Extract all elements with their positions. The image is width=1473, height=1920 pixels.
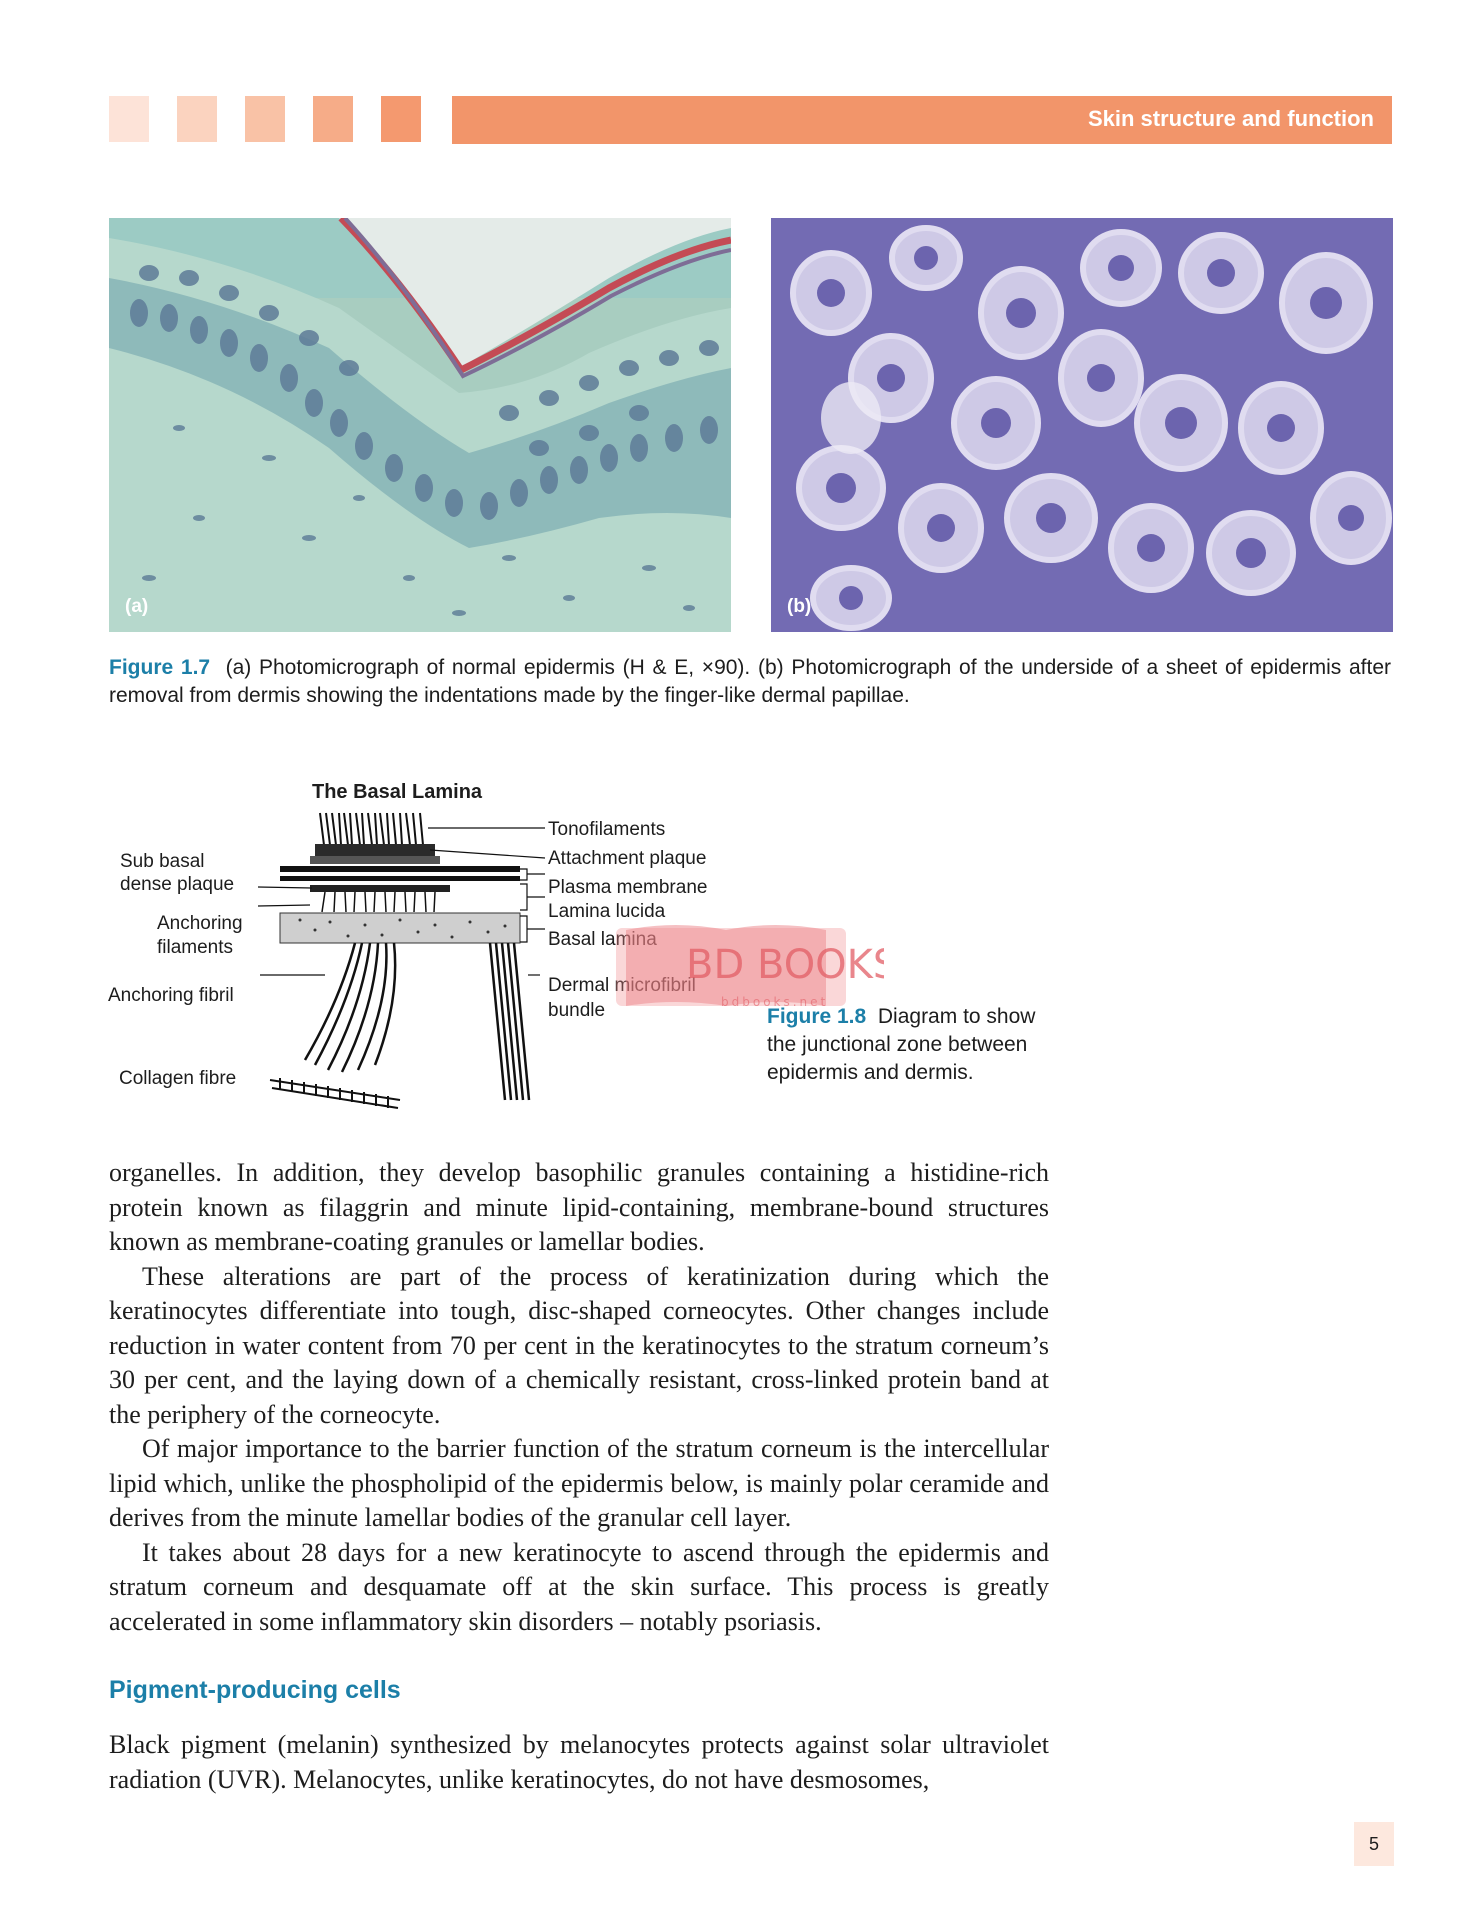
label-anchoring-fibril: Anchoring fibril (108, 985, 234, 1006)
figure-1-8-caption (767, 1003, 1057, 1087)
watermark-text: BD BOOKS (686, 942, 884, 988)
section-heading: Pigment-producing cells (109, 1676, 401, 1704)
figure-1-8-number: Figure 1.8 (767, 1005, 867, 1028)
paragraph-1: organelles. In addition, they develop basophilic granules containing a histidine-rich protein known as filaggrin and minute lipid-containing, membrane-bound structures known as membrane-coating granules or lamellar bodies. (109, 1158, 1049, 1256)
label-collagen-fibre: Collagen fibre (119, 1068, 237, 1089)
photomicrograph-a (109, 218, 731, 632)
label-anchoring-filaments-1: Anchoring (157, 913, 243, 934)
attachment-plaque-shape (315, 844, 435, 856)
diagram-title: The Basal Lamina (312, 781, 483, 803)
label-dermal-microfibril-2: bundle (548, 1000, 606, 1021)
basal-lamina-shape (280, 913, 520, 943)
running-title: Skin structure and function (1087, 106, 1374, 131)
figure-1-7-text: (a) Photomicrograph of normal epidermis (H & E, ×90). (b) Photomicrograph of the underside of a sheet of epidermis after removal from dermis showing the indentations made by the finger-like dermal papillae. (109, 656, 1392, 707)
page-number: 5 (1354, 1822, 1394, 1866)
photomicrograph-b (771, 218, 1393, 632)
watermark-small-text: bdbooks.net (721, 995, 829, 1009)
paragraph-5: Black pigment (melanin) synthesized by melanocytes protects against solar ultraviolet radiation (UVR). Melanocytes, unlike keratinocytes, do not have desmosomes, (109, 1730, 1049, 1794)
label-sub-basal-1: Sub basal (120, 851, 205, 872)
body-text-2 (109, 1728, 1049, 1797)
label-basal-lamina: Basal lamina (548, 929, 657, 950)
label-anchoring-filaments-2: filaments (157, 937, 234, 958)
label-attachment-plaque: Attachment plaque (548, 848, 707, 869)
panel-a-label: (a) (125, 596, 149, 617)
header-square-4 (313, 96, 353, 142)
header-square-1 (109, 96, 149, 142)
collagen-fibre-shape (270, 1078, 400, 1108)
paragraph-4: It takes about 28 days for a new keratinocyte to ascend through the epidermis and stratum corneum and desquamate off at the skin surface. This process is greatly accelerated in some inflammatory skin disorders – notably psoriasis. (109, 1537, 1049, 1636)
header-banner (452, 96, 1392, 144)
figure-1-7-number: Figure 1.7 (109, 656, 211, 679)
header-square-2 (177, 96, 217, 142)
paragraph-3: Of major importance to the barrier function of the stratum corneum is the intercellular lipid which, unlike the phospholipid of the epidermis below, is mainly polar ceramide and derives from the minute lamellar bodies of the granular cell layer. (109, 1434, 1049, 1532)
header-square-3 (245, 96, 285, 142)
body-text (109, 1156, 1049, 1639)
attachment-dense-shape (310, 856, 440, 864)
label-plasma-membrane: Plasma membrane (548, 877, 708, 898)
plasma-membrane-lower (280, 876, 520, 881)
panel-b-label: (b) (787, 596, 812, 617)
plasma-membrane-shape (280, 866, 520, 872)
header-square-5 (381, 96, 421, 142)
label-lamina-lucida: Lamina lucida (548, 901, 666, 922)
label-dermal-microfibril-1: Dermal microfibril (548, 975, 696, 996)
figure-1-7-caption (109, 654, 1391, 710)
label-sub-basal-2: dense plaque (120, 874, 235, 895)
label-tonofilaments: Tonofilaments (548, 819, 666, 840)
paragraph-2: These alterations are part of the process of keratinization during which the keratinocytes differentiate into tough, disc-shaped corneocytes. Other changes include reduction in water content from 70 per cent in the keratinocytes to the stratum corneum’s 30 per cent, and the laying down of a chemically resistant, cross-linked protein band at the periphery of the corneocyte. (109, 1261, 1049, 1429)
sub-basal-dense-plaque-shape (310, 885, 450, 892)
figure-1-8-text: Diagram to show the junctional zone between epidermis and dermis. (767, 1005, 1036, 1084)
